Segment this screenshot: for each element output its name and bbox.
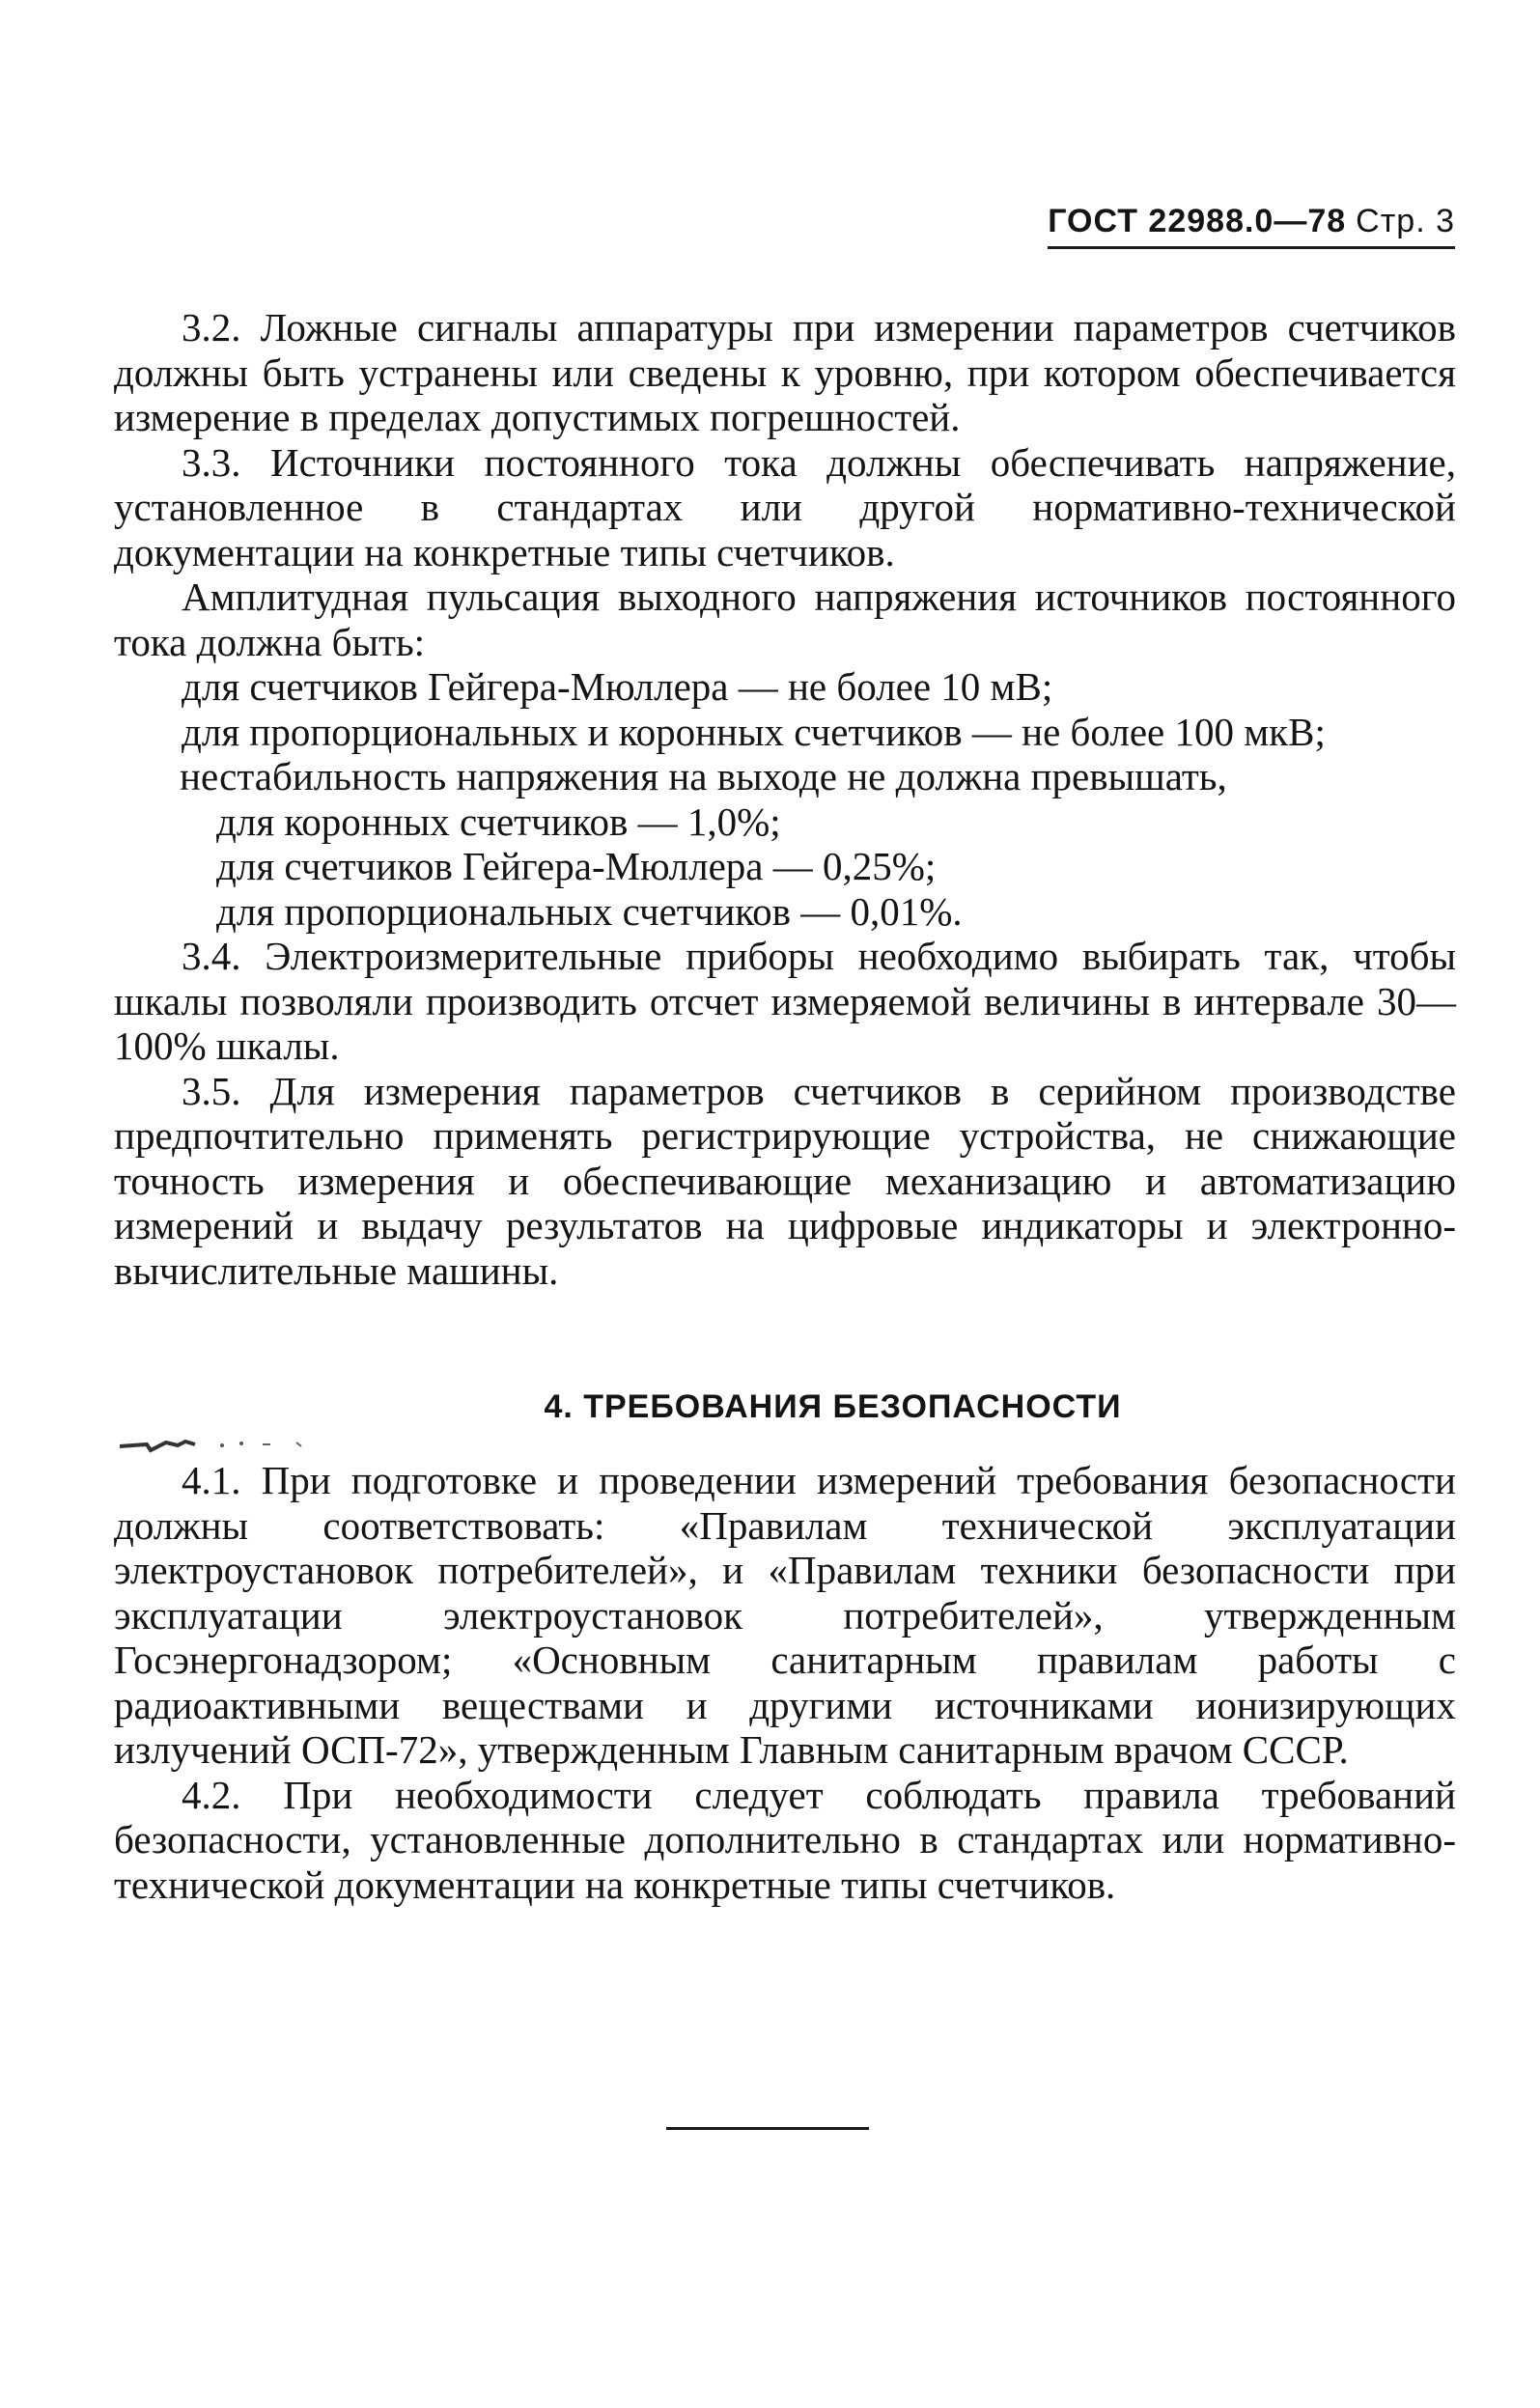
paragraph-3-3: 3.3. Источники постоянного тока должны обеспечивать напряжение, установленное в стандартах или другой нормативно-технической документации на конкретные типы счетчиков.	[114, 439, 1456, 574]
body-text-section4	[114, 1458, 1456, 1907]
paragraph-3-5: 3.5. Для измерения параметров счетчиков в серийном производстве предпочтительно применять регистрирующие устройства, не снижающие точность измерения и обеспечивающие механизацию и автоматизацию измерений и выдачу результатов на цифровые индикаторы и электронно-вычислительные машины.	[114, 1068, 1456, 1293]
scan-smudge	[118, 1437, 340, 1454]
paragraph-instability-proportional: для пропорциональных счетчиков — 0,01%.	[216, 888, 963, 934]
paragraph-ripple-proportional: для пропорциональных и коронных счетчиков — не более 100 мкВ;	[182, 709, 1326, 754]
paragraph-ripple-intro: Амплитудная пульсация выходного напряжения источников постоянного тока должна быть:	[114, 574, 1456, 664]
paragraph-4-1: 4.1. При подготовке и проведении измерений требования безопасности должны соответствовать: «Правилам технической эксплуатации электроустановок потребителей», и «Правилам техники безопасности при эксплуатации электроустановок потребителей», утвержденным Госэнергонадзором; «Основным санитарным правилам работы с радиоактивными веществами и другими источниками ионизирующих излучений ОСП-72», утвержденным Главным санитарным врачом СССР.	[114, 1458, 1456, 1772]
section-title: 4. ТРЕБОВАНИЯ БЕЗОПАСНОСТИ	[544, 1388, 1122, 1425]
body-text-top	[114, 305, 1456, 1293]
paragraph-instability-corona: для коронных счетчиков — 1,0%;	[216, 798, 781, 844]
paragraph-3-4: 3.4. Электроизмерительные приборы необходимо выбирать так, чтобы шкалы позволяли производить отсчет измеряемой величины в интервале 30—100% шкалы.	[114, 934, 1456, 1068]
paragraph-4-2: 4.2. При необходимости следует соблюдать правила требований безопасности, установленные дополнительно в стандартах или нормативно-технической документации на конкретные типы счетчиков.	[114, 1772, 1456, 1907]
page-header	[1048, 203, 1455, 249]
paragraph-3-2: 3.2. Ложные сигналы аппаратуры при измерении параметров счетчиков должны быть устранены или сведены к уровню, при котором обеспечивается измерение в пределах допустимых погрешностей.	[114, 305, 1456, 439]
page-number: Стр. 3	[1356, 203, 1455, 239]
end-rule	[666, 2127, 869, 2130]
paragraph-ripple-geiger: для счетчиков Гейгера-Мюллера — не более 10 мВ;	[182, 664, 1053, 709]
paragraph-instability-geiger: для счетчиков Гейгера-Мюллера — 0,25%;	[216, 844, 937, 888]
paragraph-instability-intro: нестабильность напряжения на выходе не должна превышать,	[180, 754, 1227, 798]
standard-number: ГОСТ 22988.0—78	[1048, 203, 1347, 239]
